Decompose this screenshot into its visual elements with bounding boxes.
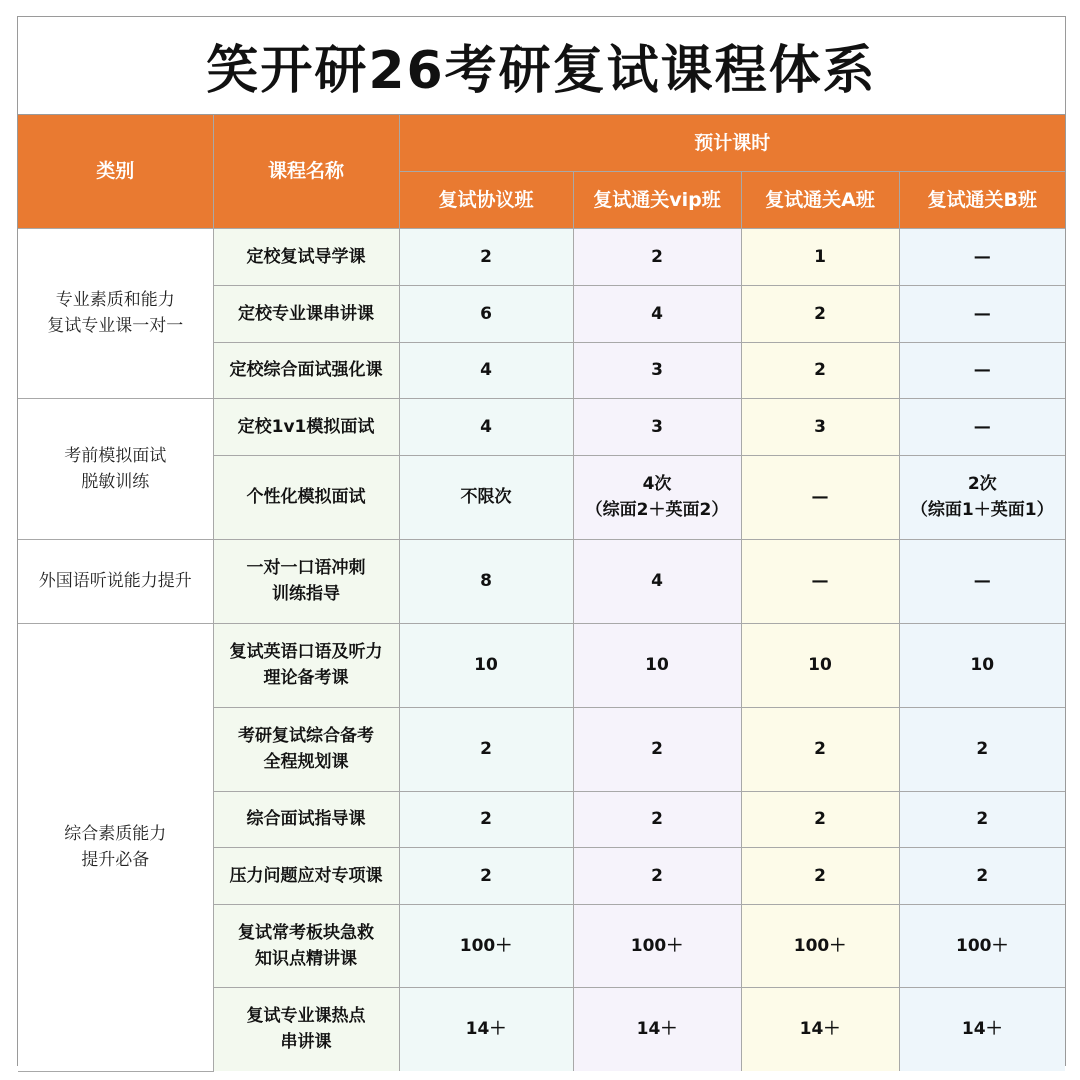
table-row [18,623,1065,707]
text-line: — [973,246,991,267]
hours-cell-protocol [399,342,573,398]
hours-cell-a [741,398,899,455]
hours-cell-protocol [399,455,573,539]
text-line: 2 [976,865,989,886]
hours-cell-b [899,398,1065,455]
hours-cell-vip [573,904,741,987]
text-line: 10 [474,655,498,675]
hours-cell-vip [573,539,741,623]
hours-cell-a [741,539,899,623]
hours-cell-protocol [399,791,573,847]
hours-cell-a [741,904,899,987]
text-line: 2 [814,360,826,380]
text-line: 3 [651,416,663,437]
text-line: 一对一口语冲刺 [246,558,366,578]
hours-cell-b [899,342,1065,398]
hours-cell-protocol [399,228,573,285]
hours-cell-protocol [399,987,573,1071]
hours-cell-b [899,791,1065,847]
text-line: 复试英语口语及听力 [229,642,383,662]
text-line: 3 [651,360,663,380]
hours-cell-vip [573,455,741,539]
text-line: 串讲课 [280,1032,332,1053]
text-line: 2 [651,739,663,759]
page-title: 笑开研26考研复试课程体系 [18,17,1065,115]
text-line: 知识点精讲课 [255,948,357,969]
hours-cell-b [899,455,1065,539]
text-line: 提升必备 [81,850,150,870]
text-line: 4次 [642,474,672,494]
text-line: 10 [808,655,832,675]
text-line: 1 [814,246,826,267]
text-line: 专业素质和能力 [55,290,175,310]
hours-cell-b [899,623,1065,707]
text-line: — [973,360,991,380]
text-line: 综合素质能力 [64,824,167,844]
text-line: 100＋ [956,935,1009,956]
hours-cell-b [899,539,1065,623]
header-category: 类别 [18,115,213,228]
category-cell [18,539,213,623]
table-header [18,115,1065,228]
text-line: 外国语听说能力提升 [38,571,192,591]
text-line: — [973,303,991,324]
text-line: 不限次 [460,487,512,507]
text-line: 4 [480,416,492,437]
text-line: 复试专业课一对一 [47,316,184,336]
hours-cell-vip [573,285,741,342]
header-class-vip: 复试通关vip班 [573,171,741,228]
course-name-cell [213,285,399,342]
hours-cell-protocol [399,847,573,904]
course-table [18,115,1065,1072]
text-line: — [811,571,829,591]
course-name-cell [213,398,399,455]
text-line: 4 [651,303,663,324]
hours-cell-a [741,707,899,791]
hours-cell-a [741,342,899,398]
hours-cell-protocol [399,623,573,707]
text-line: 考研复试综合备考 [238,726,374,746]
hours-cell-vip [573,847,741,904]
text-line: （综面2＋英面2） [585,500,729,520]
course-name-cell [213,228,399,285]
header-class-protocol: 复试协议班 [399,171,573,228]
text-line: 2 [480,809,492,829]
header-class-a: 复试通关A班 [741,171,899,228]
text-line: 理论备考课 [263,668,349,688]
text-line: 100＋ [793,935,847,956]
table-row [18,398,1065,455]
course-name-cell [213,987,399,1071]
category-cell [18,623,213,1071]
table-row [18,228,1065,285]
hours-cell-a [741,847,899,904]
text-line: 定校综合面试强化课 [229,360,383,380]
header-course-name: 课程名称 [213,115,399,228]
hours-cell-protocol [399,285,573,342]
table-row [18,539,1065,623]
hours-cell-b [899,847,1065,904]
course-name-cell [213,904,399,987]
hours-cell-a [741,623,899,707]
text-line: 100＋ [459,935,513,956]
hours-cell-vip [573,342,741,398]
text-line: 14＋ [799,1019,841,1040]
course-name-cell [213,623,399,707]
text-line: 定校1v1模拟面试 [237,416,375,437]
hours-cell-protocol [399,398,573,455]
text-line: 4 [651,571,663,591]
hours-cell-protocol [399,707,573,791]
hours-cell-protocol [399,904,573,987]
hours-cell-a [741,285,899,342]
text-line: 2 [814,303,826,324]
course-name-cell [213,539,399,623]
text-line: 3 [814,416,826,437]
text-line: 100＋ [630,935,684,956]
text-line: 14＋ [636,1019,678,1040]
hours-cell-vip [573,228,741,285]
hours-cell-vip [573,623,741,707]
text-line: 2 [814,865,826,886]
text-line: 2 [480,739,492,759]
text-line: 2 [651,246,663,267]
text-line: 10 [970,655,995,675]
text-line: 压力问题应对专项课 [229,865,383,886]
text-line: 2次 [967,474,997,494]
header-estimated-hours: 预计课时 [399,115,1065,171]
hours-cell-b [899,228,1065,285]
text-line: 2 [480,246,492,267]
text-line: 2 [651,809,663,829]
text-line: 综合面试指导课 [246,809,366,829]
hours-cell-a [741,455,899,539]
text-line: 个性化模拟面试 [246,487,366,507]
text-line: 2 [976,739,989,759]
text-line: — [973,571,991,591]
category-cell [18,228,213,398]
text-line: 2 [814,739,826,759]
text-line: 复试常考板块急救 [238,922,374,943]
course-name-cell [213,455,399,539]
text-line: 14＋ [961,1019,1003,1040]
text-line: （综面1＋英面1） [910,500,1054,520]
hours-cell-b [899,285,1065,342]
text-line: 2 [480,865,492,886]
text-line: 定校复试导学课 [246,246,366,267]
hours-cell-protocol [399,539,573,623]
header-class-b: 复试通关B班 [899,171,1065,228]
hours-cell-vip [573,398,741,455]
hours-cell-vip [573,791,741,847]
hours-cell-b [899,904,1065,987]
course-name-cell [213,791,399,847]
hours-cell-vip [573,987,741,1071]
hours-cell-b [899,707,1065,791]
text-line: 10 [645,655,669,675]
text-line: 全程规划课 [263,752,349,772]
course-system-poster [17,16,1066,1066]
course-name-cell [213,342,399,398]
text-line: 2 [814,809,826,829]
text-line: 4 [480,360,492,380]
text-line: 考前模拟面试 [64,445,167,466]
text-line: 定校专业课串讲课 [238,303,374,324]
category-cell [18,398,213,539]
text-line: 复试专业课热点 [246,1006,366,1027]
text-line: 2 [651,865,663,886]
text-line: — [973,416,991,437]
course-name-cell [213,847,399,904]
course-name-cell [213,707,399,791]
text-line: — [811,487,829,507]
text-line: 8 [480,571,492,591]
hours-cell-a [741,791,899,847]
text-line: 脱敏训练 [81,471,150,492]
text-line: 6 [480,303,492,324]
table-body [18,228,1065,1071]
hours-cell-vip [573,707,741,791]
hours-cell-a [741,987,899,1071]
hours-cell-b [899,987,1065,1071]
text-line: 训练指导 [272,584,340,604]
hours-cell-a [741,228,899,285]
text-line: 14＋ [465,1019,507,1040]
text-line: 2 [976,809,989,829]
